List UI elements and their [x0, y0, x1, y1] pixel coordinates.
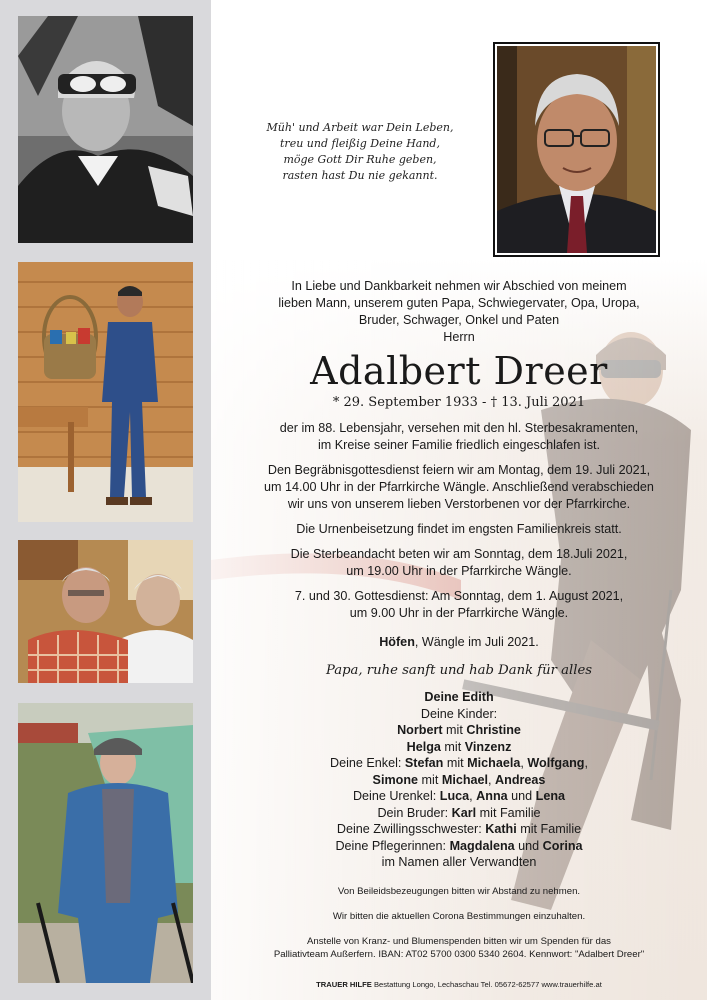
- wife-name: Deine Edith: [424, 690, 494, 704]
- family-line: Norbert mit Christine: [397, 723, 521, 737]
- photo-couple: [18, 540, 193, 683]
- poem-line: Müh' und Arbeit war Dein Leben,: [266, 121, 454, 134]
- paragraph-line: im Kreise seiner Familie friedlich eingeschlafen ist.: [317, 438, 601, 452]
- footer-credit: [211, 980, 707, 989]
- poem-line: möge Gott Dir Ruhe geben,: [283, 153, 437, 166]
- poem-line: treu und fleißig Deine Hand,: [280, 137, 440, 150]
- condolence-note: Von Beileidsbezeugungen bitten wir Abstand zu nehmen.: [337, 885, 581, 897]
- paragraph-line: 7. und 30. Gottesdienst: Am Sonntag, dem 1. August 2021,: [294, 589, 624, 603]
- urn-paragraph: [211, 521, 707, 538]
- intro-line: In Liebe und Dankbarkeit nehmen wir Abschied von meinem: [291, 279, 627, 293]
- life-dates: * 29. September 1933 - † 13. Juli 2021: [332, 395, 586, 410]
- obituary-text: [211, 278, 707, 961]
- photo-skier-portrait: [18, 16, 193, 243]
- portrait-photo: [493, 42, 660, 257]
- deceased-name: Adalbert Dreer: [310, 349, 608, 393]
- footer-brand: TRAUER HILFE: [316, 980, 372, 989]
- family-line: Deine Pflegerinnen: Magdalena und Corina: [335, 838, 583, 853]
- intro-line: lieben Mann, unserem guten Papa, Schwiegervater, Opa, Uropa,: [278, 296, 640, 310]
- donation-note: Anstelle von Kranz- und Blumenspenden bitten wir um Spenden für das Palliativteam Außerfern. IBAN: AT02 5700 0300 5340 2604. Kennwort: "Adalbert Dreer": [273, 935, 645, 960]
- funeral-paragraph: [211, 462, 707, 513]
- prayer-paragraph: [211, 546, 707, 580]
- children-label: Deine Kinder:: [420, 706, 498, 721]
- relatives-line: im Namen aller Verwandten: [381, 855, 537, 869]
- intro-line: Herrn: [443, 330, 475, 344]
- passing-paragraph: [211, 420, 707, 454]
- footer-text: Bestattung Longo, Lechaschau Tel. 05672-62577 www.trauerhilfe.at: [371, 980, 602, 989]
- photo-gift-basket: [18, 262, 193, 522]
- paragraph-line: Die Sterbeandacht beten wir am Sonntag, dem 18.Juli 2021,: [290, 547, 628, 561]
- intro-line: Bruder, Schwager, Onkel und Paten: [358, 313, 560, 327]
- poem-line: rasten hast Du nie gekannt.: [282, 169, 438, 182]
- photo-man-with-cap: [18, 703, 193, 983]
- paragraph-line: um 9.00 Uhr in der Pfarrkirche Wängle.: [349, 606, 569, 620]
- mass-paragraph: [211, 588, 707, 622]
- family-line: Deine Enkel: Stefan mit Michaela, Wolfgang,: [329, 756, 589, 770]
- family-line: Helga mit Vinzenz: [406, 739, 512, 754]
- place-name: Höfen: [379, 635, 415, 649]
- family-line: Simone mit Michael, Andreas: [372, 772, 546, 787]
- paragraph-line: wir uns von unserem lieben Verstorbenen vor der Pfarrkirche.: [287, 497, 631, 511]
- paragraph-line: um 14.00 Uhr in der Pfarrkirche Wängle. Anschließend verabschieden: [264, 480, 654, 494]
- intro-text: [211, 278, 707, 346]
- paragraph-line: um 19.00 Uhr in der Pfarrkirche Wängle.: [346, 564, 572, 578]
- paragraph-line: Die Urnenbeisetzung findet im engsten Familienkreis statt.: [296, 522, 622, 536]
- place-date: [211, 634, 707, 651]
- paragraph-line: der im 88. Lebensjahr, versehen mit den hl. Sterbesakramenten,: [279, 421, 639, 435]
- corona-note: Wir bitten die aktuellen Corona Bestimmungen einzuhalten.: [332, 910, 586, 922]
- motto: Papa, ruhe sanft und hab Dank für alles: [325, 663, 593, 678]
- paragraph-line: Den Begräbnisgottesdienst feiern wir am Montag, dem 19. Juli 2021,: [267, 463, 651, 477]
- family-line: Deine Urenkel: Luca, Anna und Lena: [352, 789, 566, 803]
- family-list: [211, 689, 707, 871]
- family-line: Dein Bruder: Karl mit Familie: [377, 805, 541, 820]
- place-rest: , Wängle im Juli 2021.: [414, 635, 539, 649]
- memorial-poem: [240, 120, 480, 184]
- family-line: Deine Zwillingsschwester: Kathi mit Familie: [336, 822, 582, 836]
